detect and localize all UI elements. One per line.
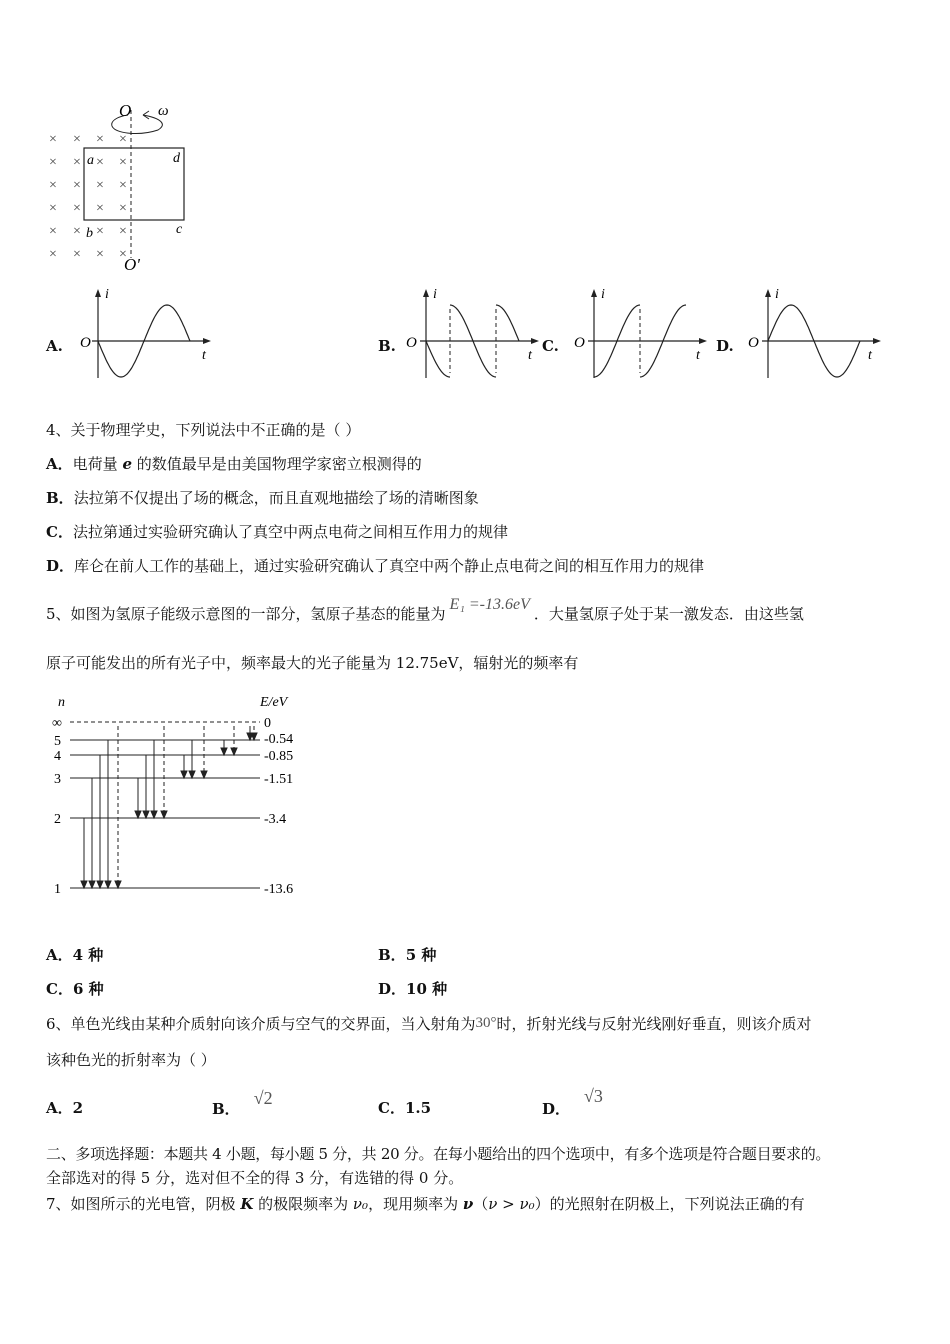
waveform-d-y-label: i — [775, 287, 779, 302]
q4-option-a-var: e — [122, 455, 132, 473]
q6-option-a — [46, 1098, 83, 1118]
q5-formula: E₁ =-13.6eV — [449, 596, 530, 613]
q5-option-a-text: 4 种 — [72, 946, 104, 964]
energy-level-value: -1.51 — [264, 772, 294, 787]
q6-stem-line2: 该种色光的折射率为（ ） — [46, 1051, 216, 1069]
q5-stem-post: ．大量氢原子处于某一激发态．由这些氢 — [533, 605, 804, 623]
field-cross: × — [119, 247, 127, 262]
axis-label-top: O — [119, 101, 132, 120]
corner-label-a: a — [87, 153, 94, 168]
energy-level-value: -0.85 — [264, 749, 294, 764]
q6-option-a-text: 2 — [72, 1099, 84, 1117]
field-cross: × — [119, 132, 127, 147]
q5-option-b-letter: B． — [378, 946, 406, 964]
q6-option-b-letter: B． — [212, 1100, 240, 1118]
q5-option-c — [46, 979, 104, 999]
q6-option-d-text: √3 — [584, 1086, 603, 1106]
waveform-b-x-label: t — [528, 348, 532, 363]
q4-option-c — [46, 522, 508, 542]
q5-option-d-text: 10 种 — [406, 980, 448, 998]
q6-option-d-letter: D． — [542, 1100, 571, 1118]
energy-level-value: 0 — [264, 716, 271, 731]
waveform-b-y-label: i — [433, 287, 437, 302]
transition-arrowhead — [135, 811, 141, 818]
wave-option-letter-d: D. — [716, 337, 734, 355]
waveform-b — [400, 283, 545, 383]
field-cross: × — [73, 224, 81, 239]
omega-label: ω — [158, 103, 169, 119]
corner-label-c: c — [176, 222, 183, 237]
transition-arrowhead — [161, 811, 167, 818]
waveform-b-origin: O — [406, 335, 417, 351]
field-cross: × — [73, 132, 81, 147]
section2-line1: 二、多项选择题：本题共 4 小题，每小题 5 分，共 20 分。在每小题给出的四个选项中，有多个选项是符合题目要求的。 — [46, 1145, 831, 1163]
transition-arrowhead — [231, 748, 237, 755]
q4-option-d-text: 库仑在前人工作的基础上，通过实验研究确认了真空中两个静止点电荷之间的相互作用力的规律 — [74, 557, 705, 575]
q5-stem-line1 — [46, 596, 804, 625]
energy-level-n: 5 — [54, 734, 61, 749]
magnetic-field-crosses — [49, 132, 127, 262]
field-cross: × — [96, 155, 104, 170]
field-cross: × — [49, 178, 57, 193]
transition-arrowhead — [115, 881, 121, 888]
transition-arrowhead — [201, 771, 207, 778]
axis-label-bottom: O' — [124, 255, 140, 273]
field-cross: × — [49, 155, 57, 170]
waveform-d-origin: O — [748, 335, 759, 351]
field-cross: × — [49, 224, 57, 239]
q7-stem — [46, 1194, 805, 1214]
waveform-a-x-label: t — [202, 348, 206, 363]
energy-level-n: 3 — [54, 772, 61, 787]
q5-option-a — [46, 945, 103, 965]
waveform-c-y-label: i — [601, 287, 605, 302]
field-cross: × — [49, 247, 57, 262]
q5-option-a-letter: A． — [46, 946, 73, 964]
energy-level-diagram — [48, 690, 318, 905]
coil-figure — [40, 98, 200, 273]
wave-option-letter-c: C. — [542, 337, 559, 355]
waveform-c-x-label: t — [696, 348, 700, 363]
field-cross: × — [96, 178, 104, 193]
waveform-a-origin: O — [80, 335, 91, 351]
q4-option-a-pre: 电荷量 — [72, 455, 118, 473]
q7-nu: ν — [462, 1195, 474, 1213]
q4-option-b-text: 法拉第不仅提出了场的概念，而且直观地描绘了场的清晰图象 — [73, 489, 479, 507]
section2-line2: 全部选对的得 5 分，选对但不全的得 3 分，有选错的得 0 分。 — [46, 1169, 464, 1187]
q7-part4: （ — [473, 1195, 489, 1213]
q6-stem-pre: 6、单色光线由某种介质射向该介质与空气的交界面，当入射角为 — [46, 1015, 476, 1033]
q5-option-b — [378, 945, 436, 965]
field-cross: × — [73, 178, 81, 193]
waveform-a — [72, 283, 217, 383]
q7-part1: 7、如图所示的光电管，阴极 — [46, 1195, 241, 1213]
q6-option-c-letter: C． — [378, 1099, 405, 1117]
energy-level-value: -3.4 — [264, 812, 287, 827]
field-cross: × — [96, 132, 104, 147]
q6-angle: 30° — [475, 1015, 497, 1031]
rotation-arrowhead-icon — [143, 111, 149, 119]
q4-option-b — [46, 488, 479, 508]
energy-level-value: -0.54 — [264, 732, 294, 747]
field-cross: × — [73, 201, 81, 216]
q5-option-c-text: 6 种 — [72, 980, 104, 998]
q6-option-d — [542, 1086, 603, 1119]
q6-option-b — [212, 1088, 273, 1119]
waveform-a-y-label: i — [105, 287, 109, 302]
energy-level-n: 1 — [54, 882, 61, 897]
waveform-d-x-label: t — [868, 348, 872, 363]
q6-option-c-text: 1.5 — [404, 1099, 432, 1117]
transition-arrowhead — [89, 881, 95, 888]
q7-part5: ）的光照射在阴极上，下列说法正确的有 — [534, 1195, 805, 1213]
q7-k: K — [240, 1195, 254, 1213]
waveform-d — [742, 283, 887, 383]
q4-option-a — [46, 454, 422, 474]
field-cross: × — [96, 224, 104, 239]
q6-stem-line1 — [46, 1014, 812, 1035]
field-cross: × — [49, 132, 57, 147]
n-axis-label: n — [58, 695, 65, 710]
q5-option-b-text: 5 种 — [405, 946, 437, 964]
q4-option-d — [46, 556, 704, 576]
q4-option-a-post: 的数值最早是由美国物理学家密立根测得的 — [136, 455, 422, 473]
transition-arrows — [81, 726, 257, 888]
transition-arrowhead — [189, 771, 195, 778]
field-cross: × — [96, 247, 104, 262]
field-cross: × — [119, 224, 127, 239]
q4-option-a-letter: A． — [46, 455, 73, 473]
q7-cond: ν > ν₀ — [488, 1195, 535, 1213]
field-cross: × — [119, 155, 127, 170]
transition-arrowhead — [151, 811, 157, 818]
field-cross: × — [73, 155, 81, 170]
e-axis-label: E/eV — [260, 695, 288, 710]
wave-option-letter-b: B. — [378, 337, 396, 355]
field-cross: × — [119, 178, 127, 193]
energy-level-n: 4 — [54, 749, 61, 764]
transition-arrowhead — [181, 771, 187, 778]
q5-option-d — [378, 979, 447, 999]
field-cross: × — [119, 201, 127, 216]
q6-option-a-letter: A． — [46, 1099, 73, 1117]
transition-arrowhead — [221, 748, 227, 755]
field-cross: × — [49, 201, 57, 216]
q4-option-c-letter: C． — [46, 523, 73, 541]
energy-levels — [52, 716, 293, 897]
waveform-c — [568, 283, 713, 383]
q7-nu0: ν₀ — [352, 1195, 369, 1213]
transition-arrowhead — [143, 811, 149, 818]
energy-level-value: -13.6 — [264, 882, 294, 897]
q4-stem: 4、关于物理学史，下列说法中不正确的是（ ） — [46, 421, 361, 439]
q5-option-d-letter: D． — [378, 980, 407, 998]
q7-part2: 的极限频率为 — [253, 1195, 353, 1213]
corner-label-d: d — [173, 151, 180, 166]
q5-stem-pre: 5、如图为氢原子能级示意图的一部分，氢原子基态的能量为 — [46, 605, 446, 623]
q6-stem-post: 时，折射光线与反射光线刚好垂直，则该介质对 — [496, 1015, 812, 1033]
waveform-c-origin: O — [574, 335, 585, 351]
q5-stem-line2: 原子可能发出的所有光子中，频率最大的光子能量为 12.75eV，辐射光的频率有 — [46, 654, 579, 672]
q4-option-c-text: 法拉第通过实验研究确认了真空中两点电荷之间相互作用力的规律 — [72, 523, 508, 541]
transition-arrowhead — [81, 881, 87, 888]
field-cross: × — [73, 247, 81, 262]
q6-option-b-text: √2 — [253, 1088, 273, 1108]
q6-option-c — [378, 1098, 431, 1118]
q5-option-c-letter: C． — [46, 980, 73, 998]
transition-arrowhead — [97, 881, 103, 888]
q4-option-b-letter: B． — [46, 489, 74, 507]
q4-option-d-letter: D． — [46, 557, 75, 575]
wave-option-letter-a: A. — [46, 337, 63, 355]
transition-arrowhead — [105, 881, 111, 888]
q7-part3: ，现用频率为 — [368, 1195, 463, 1213]
field-cross: × — [96, 201, 104, 216]
energy-level-n: 2 — [54, 812, 61, 827]
energy-level-n: ∞ — [52, 716, 62, 731]
corner-label-b: b — [86, 226, 93, 241]
